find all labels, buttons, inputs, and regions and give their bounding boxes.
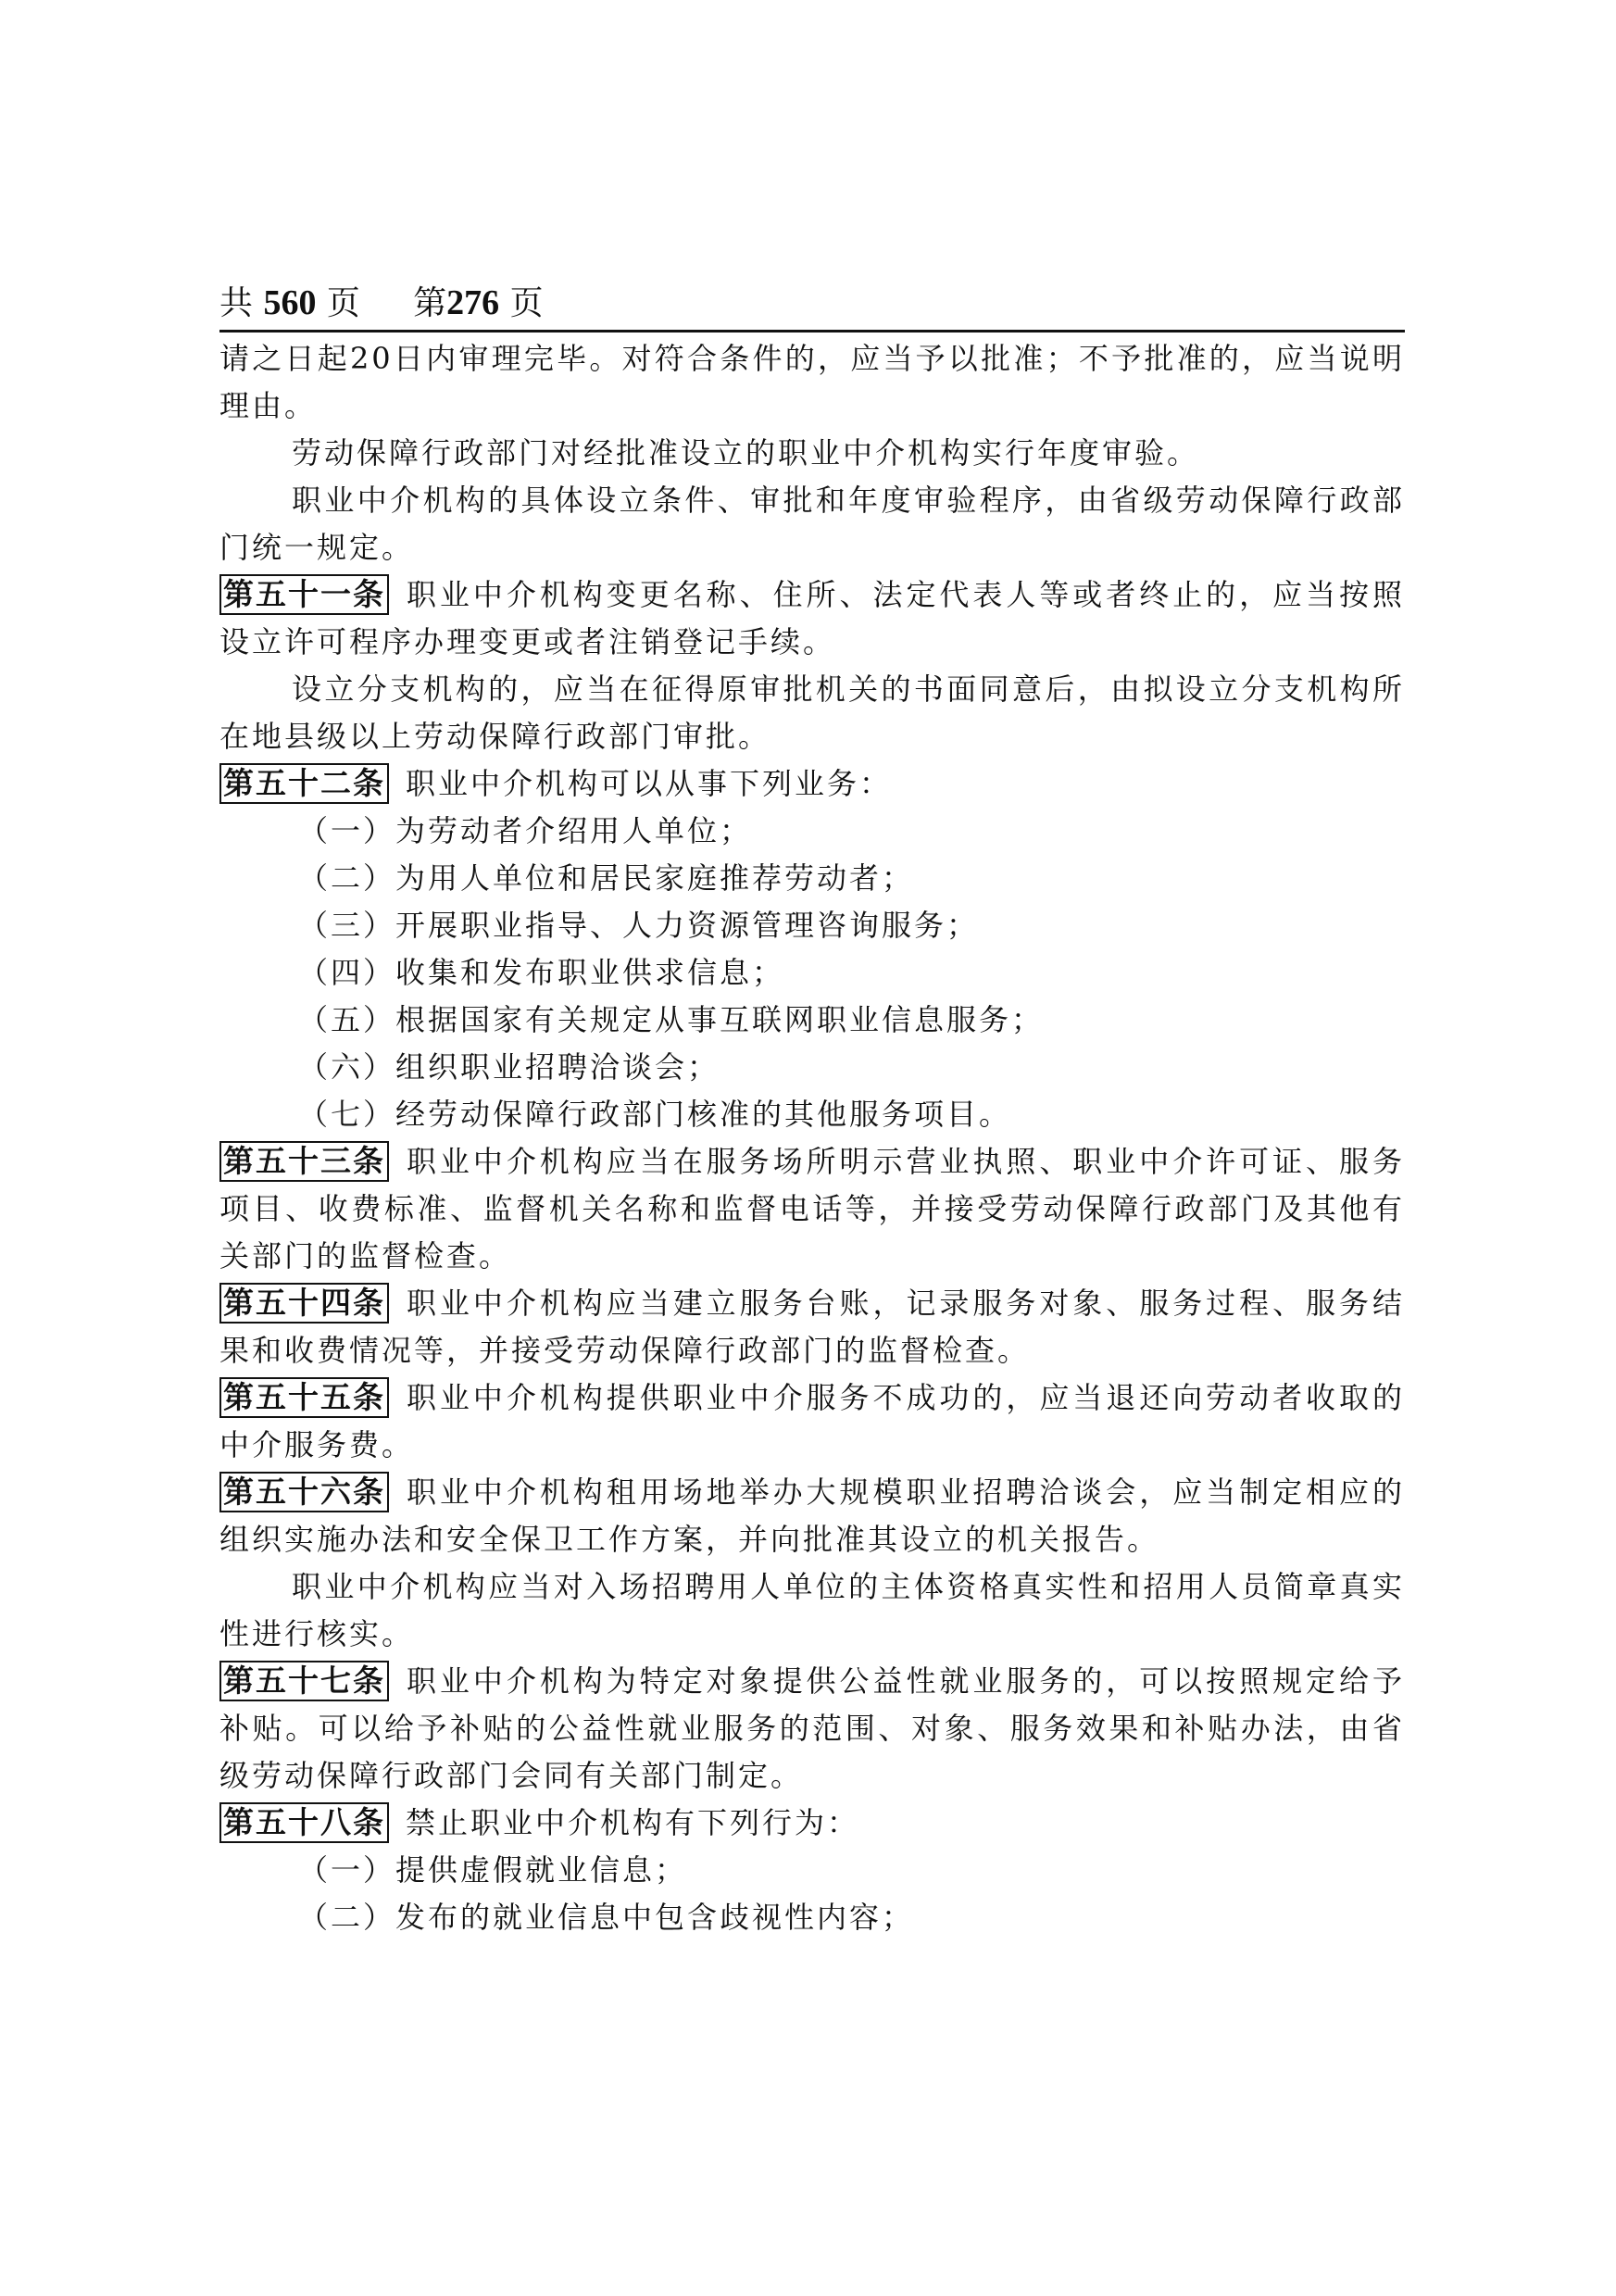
article-58 [219,1800,1405,1847]
list-item [219,808,1405,855]
list-item [219,997,1405,1044]
article-52 [219,760,1405,808]
list-item-text: （七）经劳动保障行政部门核准的其他服务项目。 [298,1097,1012,1132]
article-text: 禁止职业中介机构有下列行为： [406,1805,860,1840]
list-item-text: （一）为劳动者介绍用人单位； [298,813,753,848]
list-item-text: （六）组织职业招聘洽谈会； [298,1049,720,1085]
article-55 [219,1374,1405,1469]
article-51 [219,571,1405,666]
article-57 [219,1658,1405,1800]
article-53 [219,1138,1405,1280]
article-label: 第五十八条 [219,1802,389,1843]
paragraph [219,430,1405,477]
paragraph-text: 职业中介机构的具体设立条件、审批和年度审验程序，由省级劳动保障行政部门统一规定。 [219,483,1405,565]
paragraph [219,477,1405,571]
header-divider [219,330,1405,332]
current-page: 276 [446,283,500,322]
total-pages: 560 [263,283,317,322]
list-item-text: （三）开展职业指导、人力资源管理咨询服务； [298,908,980,943]
article-label: 第五十一条 [219,574,389,615]
list-item-text: （二）发布的就业信息中包含歧视性内容； [298,1900,915,1935]
article-54 [219,1280,1405,1374]
paragraph-text: 劳动保障行政部门对经批准设立的职业中介机构实行年度审验。 [292,435,1200,470]
header-ye-2: 页 [509,284,544,322]
article-text: 职业中介机构应当建立服务台账，记录服务对象、服务过程、服务结果和收费情况等，并接受劳动保障行政部门的监督检查。 [219,1286,1405,1368]
article-56 [219,1469,1405,1563]
list-item-text: （二）为用人单位和居民家庭推荐劳动者； [298,860,915,896]
paragraph-text: 请之日起20日内审理完毕。对符合条件的，应当予以批准；不予批准的，应当说明理由。 [219,341,1405,423]
header-di: 第 [413,284,447,322]
list-item [219,949,1405,997]
page-header [219,280,1405,326]
article-label: 第五十三条 [219,1141,389,1182]
article-text: 职业中介机构提供职业中介服务不成功的，应当退还向劳动者收取的中介服务费。 [219,1380,1405,1462]
list-item-text: （四）收集和发布职业供求信息； [298,955,785,990]
article-label: 第五十二条 [219,763,389,804]
article-text: 职业中介机构变更名称、住所、法定代表人等或者终止的，应当按照设立许可程序办理变更或者注销登记手续。 [219,577,1405,659]
article-label: 第五十七条 [219,1661,389,1701]
list-item [219,855,1405,902]
list-item [219,902,1405,949]
header-gong: 共 [219,284,254,322]
list-item-text: （一）提供虚假就业信息； [298,1852,688,1888]
list-item-text: （五）根据国家有关规定从事互联网职业信息服务； [298,1002,1045,1037]
paragraph [219,666,1405,760]
paragraph-text: 设立分支机构的，应当在征得原审批机关的书面同意后，由拟设立分支机构所在地县级以上劳动保障行政部门审批。 [219,671,1405,754]
article-label: 第五十五条 [219,1377,389,1418]
article-text: 职业中介机构应当在服务场所明示营业执照、职业中介许可证、服务项目、收费标准、监督机关名称和监督电话等，并接受劳动保障行政部门及其他有关部门的监督检查。 [219,1144,1405,1273]
list-item [219,1847,1405,1894]
paragraph [219,1563,1405,1658]
document-body [219,335,1405,1941]
article-label: 第五十六条 [219,1472,389,1512]
list-item [219,1894,1405,1941]
header-ye-1: 页 [326,284,360,322]
list-item [219,1044,1405,1091]
paragraph-text: 职业中介机构应当对入场招聘用人单位的主体资格真实性和招用人员简章真实性进行核实。 [219,1569,1405,1651]
list-item [219,1091,1405,1138]
article-label: 第五十四条 [219,1283,389,1324]
article-text: 职业中介机构租用场地举办大规模职业招聘洽谈会，应当制定相应的组织实施办法和安全保卫工作方案，并向批准其设立的机关报告。 [219,1474,1405,1557]
article-text: 职业中介机构可以从事下列业务： [406,766,893,801]
article-text: 职业中介机构为特定对象提供公益性就业服务的，可以按照规定给予补贴。可以给予补贴的公益性就业服务的范围、对象、服务效果和补贴办法，由省级劳动保障行政部门会同有关部门制定。 [219,1663,1405,1793]
paragraph-continuation [219,335,1405,430]
